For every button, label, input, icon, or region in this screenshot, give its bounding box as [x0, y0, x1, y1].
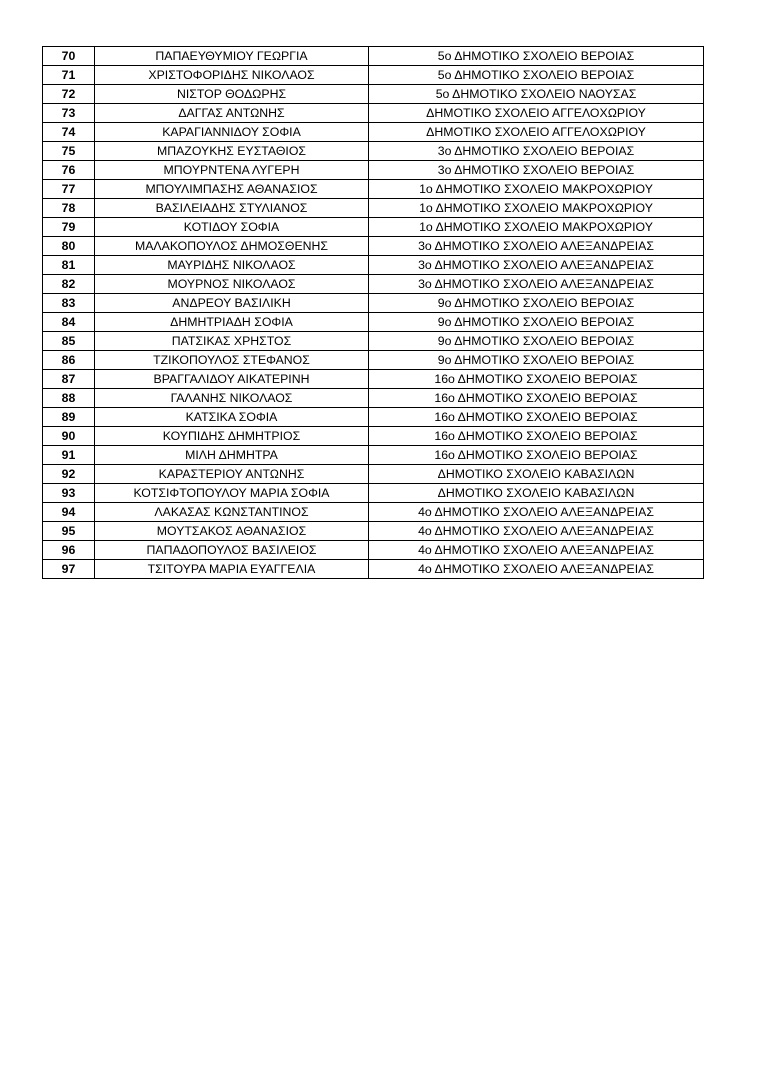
row-number: 74	[43, 123, 95, 142]
table-row	[43, 370, 704, 389]
student-name: ΜΑΥΡΙΔΗΣ ΝΙΚΟΛΑΟΣ	[95, 256, 369, 275]
table-row	[43, 256, 704, 275]
table-row	[43, 541, 704, 560]
school-name: 16ο ΔΗΜΟΤΙΚΟ ΣΧΟΛΕΙΟ ΒΕΡΟΙΑΣ	[369, 427, 704, 446]
student-name: ΚΑΤΣΙΚΑ ΣΟΦΙΑ	[95, 408, 369, 427]
student-name: ΒΑΣΙΛΕΙΑΔΗΣ ΣΤΥΛΙΑΝΟΣ	[95, 199, 369, 218]
student-name: ΜΠΑΖΟΥΚΗΣ ΕΥΣΤΑΘΙΟΣ	[95, 142, 369, 161]
row-number: 92	[43, 465, 95, 484]
row-number: 85	[43, 332, 95, 351]
table-row	[43, 123, 704, 142]
student-name: ΜΠΟΥΛΙΜΠΑΣΗΣ ΑΘΑΝΑΣΙΟΣ	[95, 180, 369, 199]
student-name: ΜΑΛΑΚΟΠΟΥΛΟΣ ΔΗΜΟΣΘΕΝΗΣ	[95, 237, 369, 256]
table-row	[43, 389, 704, 408]
row-number: 73	[43, 104, 95, 123]
row-number: 86	[43, 351, 95, 370]
table-row	[43, 313, 704, 332]
student-name: ΚΟΤΙΔΟΥ ΣΟΦΙΑ	[95, 218, 369, 237]
row-number: 94	[43, 503, 95, 522]
row-number: 71	[43, 66, 95, 85]
row-number: 87	[43, 370, 95, 389]
table-row	[43, 237, 704, 256]
school-name: 5ο ΔΗΜΟΤΙΚΟ ΣΧΟΛΕΙΟ ΝΑΟΥΣΑΣ	[369, 85, 704, 104]
row-number: 90	[43, 427, 95, 446]
row-number: 78	[43, 199, 95, 218]
student-name: ΚΑΡΑΣΤΕΡΙΟΥ ΑΝΤΩΝΗΣ	[95, 465, 369, 484]
school-name: 16ο ΔΗΜΟΤΙΚΟ ΣΧΟΛΕΙΟ ΒΕΡΟΙΑΣ	[369, 446, 704, 465]
student-name: ΑΝΔΡΕΟΥ ΒΑΣΙΛΙΚΗ	[95, 294, 369, 313]
table-row	[43, 408, 704, 427]
row-number: 81	[43, 256, 95, 275]
table-row	[43, 465, 704, 484]
student-name: ΧΡΙΣΤΟΦΟΡΙΔΗΣ ΝΙΚΟΛΑΟΣ	[95, 66, 369, 85]
school-name: 5ο ΔΗΜΟΤΙΚΟ ΣΧΟΛΕΙΟ ΒΕΡΟΙΑΣ	[369, 66, 704, 85]
school-name: 3ο ΔΗΜΟΤΙΚΟ ΣΧΟΛΕΙΟ ΒΕΡΟΙΑΣ	[369, 142, 704, 161]
table-row	[43, 199, 704, 218]
row-number: 76	[43, 161, 95, 180]
student-name: ΔΑΓΓΑΣ ΑΝΤΩΝΗΣ	[95, 104, 369, 123]
row-number: 97	[43, 560, 95, 579]
table-row	[43, 85, 704, 104]
student-name: ΤΣΙΤΟΥΡΑ ΜΑΡΙΑ ΕΥΑΓΓΕΛΙΑ	[95, 560, 369, 579]
student-name: ΜΠΟΥΡΝΤΕΝΑ ΛΥΓΕΡΗ	[95, 161, 369, 180]
student-name: ΔΗΜΗΤΡΙΑΔΗ ΣΟΦΙΑ	[95, 313, 369, 332]
student-name: ΠΑΠΑΕΥΘΥΜΙΟΥ ΓΕΩΡΓΙΑ	[95, 47, 369, 66]
row-number: 96	[43, 541, 95, 560]
row-number: 93	[43, 484, 95, 503]
student-name: ΒΡΑΓΓΑΛΙΔΟΥ ΑΙΚΑΤΕΡΙΝΗ	[95, 370, 369, 389]
school-name: 4ο ΔΗΜΟΤΙΚΟ ΣΧΟΛΕΙΟ ΑΛΕΞΑΝΔΡΕΙΑΣ	[369, 541, 704, 560]
school-name: ΔΗΜΟΤΙΚΟ ΣΧΟΛΕΙΟ ΑΓΓΕΛΟΧΩΡΙΟΥ	[369, 123, 704, 142]
school-name: 9ο ΔΗΜΟΤΙΚΟ ΣΧΟΛΕΙΟ ΒΕΡΟΙΑΣ	[369, 332, 704, 351]
school-name: 1ο ΔΗΜΟΤΙΚΟ ΣΧΟΛΕΙΟ ΜΑΚΡΟΧΩΡΙΟΥ	[369, 180, 704, 199]
school-name: 4ο ΔΗΜΟΤΙΚΟ ΣΧΟΛΕΙΟ ΑΛΕΞΑΝΔΡΕΙΑΣ	[369, 560, 704, 579]
student-name: ΜΟΥΤΣΑΚΟΣ ΑΘΑΝΑΣΙΟΣ	[95, 522, 369, 541]
school-name: 1ο ΔΗΜΟΤΙΚΟ ΣΧΟΛΕΙΟ ΜΑΚΡΟΧΩΡΙΟΥ	[369, 218, 704, 237]
row-number: 83	[43, 294, 95, 313]
table-row	[43, 332, 704, 351]
student-name: ΚΟΤΣΙΦΤΟΠΟΥΛΟΥ ΜΑΡΙΑ ΣΟΦΙΑ	[95, 484, 369, 503]
school-name: ΔΗΜΟΤΙΚΟ ΣΧΟΛΕΙΟ ΚΑΒΑΣΙΛΩΝ	[369, 465, 704, 484]
row-number: 70	[43, 47, 95, 66]
row-number: 72	[43, 85, 95, 104]
table-row	[43, 351, 704, 370]
table-row	[43, 522, 704, 541]
participants-table	[42, 46, 704, 579]
school-name: 3ο ΔΗΜΟΤΙΚΟ ΣΧΟΛΕΙΟ ΑΛΕΞΑΝΔΡΕΙΑΣ	[369, 256, 704, 275]
row-number: 84	[43, 313, 95, 332]
row-number: 95	[43, 522, 95, 541]
student-name: ΝΙΣΤΟΡ ΘΟΔΩΡΗΣ	[95, 85, 369, 104]
table-row	[43, 427, 704, 446]
row-number: 75	[43, 142, 95, 161]
school-name: 16ο ΔΗΜΟΤΙΚΟ ΣΧΟΛΕΙΟ ΒΕΡΟΙΑΣ	[369, 408, 704, 427]
table-row	[43, 275, 704, 294]
student-name: ΜΙΛΗ ΔΗΜΗΤΡΑ	[95, 446, 369, 465]
school-name: 16ο ΔΗΜΟΤΙΚΟ ΣΧΟΛΕΙΟ ΒΕΡΟΙΑΣ	[369, 370, 704, 389]
school-name: 3ο ΔΗΜΟΤΙΚΟ ΣΧΟΛΕΙΟ ΒΕΡΟΙΑΣ	[369, 161, 704, 180]
student-name: ΤΖΙΚΟΠΟΥΛΟΣ ΣΤΕΦΑΝΟΣ	[95, 351, 369, 370]
table-row	[43, 446, 704, 465]
table-row	[43, 560, 704, 579]
table-row	[43, 104, 704, 123]
school-name: 4ο ΔΗΜΟΤΙΚΟ ΣΧΟΛΕΙΟ ΑΛΕΞΑΝΔΡΕΙΑΣ	[369, 503, 704, 522]
school-name: 5ο ΔΗΜΟΤΙΚΟ ΣΧΟΛΕΙΟ ΒΕΡΟΙΑΣ	[369, 47, 704, 66]
table-row	[43, 484, 704, 503]
school-name: 9ο ΔΗΜΟΤΙΚΟ ΣΧΟΛΕΙΟ ΒΕΡΟΙΑΣ	[369, 351, 704, 370]
table-row	[43, 218, 704, 237]
table-row	[43, 47, 704, 66]
student-name: ΛΑΚΑΣΑΣ ΚΩΝΣΤΑΝΤΙΝΟΣ	[95, 503, 369, 522]
student-name: ΓΑΛΑΝΗΣ ΝΙΚΟΛΑΟΣ	[95, 389, 369, 408]
row-number: 89	[43, 408, 95, 427]
school-name: 9ο ΔΗΜΟΤΙΚΟ ΣΧΟΛΕΙΟ ΒΕΡΟΙΑΣ	[369, 313, 704, 332]
row-number: 88	[43, 389, 95, 408]
row-number: 79	[43, 218, 95, 237]
table-row	[43, 142, 704, 161]
row-number: 91	[43, 446, 95, 465]
table-row	[43, 503, 704, 522]
student-name: ΚΑΡΑΓΙΑΝΝΙΔΟΥ ΣΟΦΙΑ	[95, 123, 369, 142]
student-name: ΠΑΠΑΔΟΠΟΥΛΟΣ ΒΑΣΙΛΕΙΟΣ	[95, 541, 369, 560]
school-name: 1ο ΔΗΜΟΤΙΚΟ ΣΧΟΛΕΙΟ ΜΑΚΡΟΧΩΡΙΟΥ	[369, 199, 704, 218]
school-name: 9ο ΔΗΜΟΤΙΚΟ ΣΧΟΛΕΙΟ ΒΕΡΟΙΑΣ	[369, 294, 704, 313]
school-name: 3ο ΔΗΜΟΤΙΚΟ ΣΧΟΛΕΙΟ ΑΛΕΞΑΝΔΡΕΙΑΣ	[369, 275, 704, 294]
student-name: ΜΟΥΡΝΟΣ ΝΙΚΟΛΑΟΣ	[95, 275, 369, 294]
row-number: 77	[43, 180, 95, 199]
school-name: 4ο ΔΗΜΟΤΙΚΟ ΣΧΟΛΕΙΟ ΑΛΕΞΑΝΔΡΕΙΑΣ	[369, 522, 704, 541]
school-name: 3ο ΔΗΜΟΤΙΚΟ ΣΧΟΛΕΙΟ ΑΛΕΞΑΝΔΡΕΙΑΣ	[369, 237, 704, 256]
table-row	[43, 161, 704, 180]
school-name: ΔΗΜΟΤΙΚΟ ΣΧΟΛΕΙΟ ΚΑΒΑΣΙΛΩΝ	[369, 484, 704, 503]
row-number: 80	[43, 237, 95, 256]
table-row	[43, 180, 704, 199]
school-name: ΔΗΜΟΤΙΚΟ ΣΧΟΛΕΙΟ ΑΓΓΕΛΟΧΩΡΙΟΥ	[369, 104, 704, 123]
table-row	[43, 66, 704, 85]
school-name: 16ο ΔΗΜΟΤΙΚΟ ΣΧΟΛΕΙΟ ΒΕΡΟΙΑΣ	[369, 389, 704, 408]
row-number: 82	[43, 275, 95, 294]
table-row	[43, 294, 704, 313]
participants-table-body	[43, 47, 704, 579]
student-name: ΚΟΥΠΙΔΗΣ ΔΗΜΗΤΡΙΟΣ	[95, 427, 369, 446]
student-name: ΠΑΤΣΙΚΑΣ ΧΡΗΣΤΟΣ	[95, 332, 369, 351]
